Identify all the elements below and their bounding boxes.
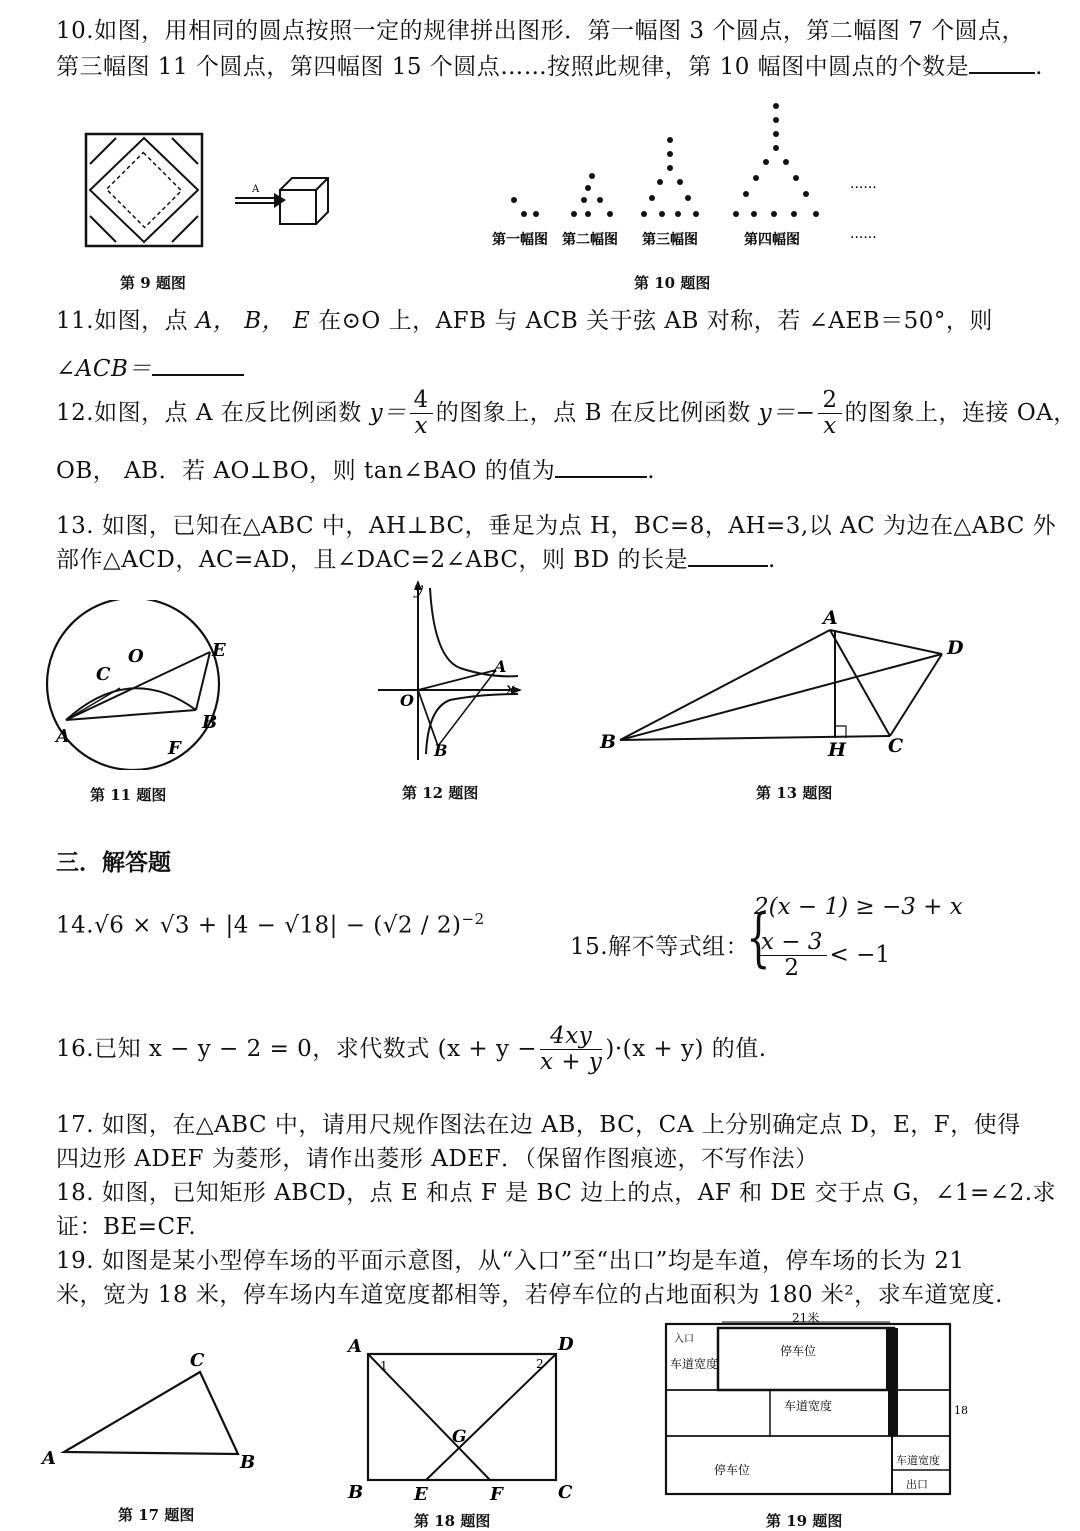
q12-label-O: O [400, 691, 414, 710]
q19-label-lane-1: 车道宽度 [670, 1357, 719, 1371]
q13-label-B: B [600, 731, 617, 753]
q14 [56, 910, 485, 939]
q13-label-C: C [888, 735, 904, 757]
q15-ineq2-num: x − 3 [757, 930, 827, 956]
q18-label-G: G [452, 1427, 467, 1447]
q9-net-edge [172, 216, 198, 242]
q16-part2: )·(x + y) 的值. [605, 1035, 767, 1062]
q16-fraction [540, 1024, 602, 1076]
q9-caption: 第 9 题图 [120, 274, 186, 292]
q13-line1: 13. 如图，已知在△ABC 中，AH⊥BC，垂足为点 H，BC=8，AH=3,以 AC 为边在△ABC 外 [56, 513, 1057, 539]
q9-net-edge [172, 138, 198, 164]
q12-segment-OA [418, 670, 496, 690]
q18-line2: 证：BE=CF. [56, 1214, 197, 1240]
q13-label-A: A [823, 607, 838, 629]
q19-parking-block-top [718, 1328, 894, 1390]
q19-label-space-2: 停车位 [714, 1463, 751, 1477]
q9-cube-front [280, 190, 316, 224]
q12-segment-AB [438, 670, 496, 746]
q11-segment-EB [196, 652, 210, 710]
q17-caption: 第 17 题图 [118, 1506, 195, 1524]
q18-label-1: 1 [380, 1359, 388, 1373]
q12-figure [370, 578, 530, 768]
q19-label-21m: 21米 [792, 1311, 820, 1325]
q11-caption: 第 11 题图 [90, 786, 167, 804]
q19-label-exit: 出口 [906, 1478, 928, 1491]
q16-part1: 16.已知 x − y − 2 = 0，求代数式 (x + y − [56, 1035, 538, 1062]
q11-answer-blank [152, 354, 244, 376]
q12-func2-num: 2 [818, 388, 841, 414]
q12-func2-lhs: y＝− [758, 399, 816, 426]
q12-caption: 第 12 题图 [402, 784, 479, 802]
q9-cube-edge [316, 178, 328, 190]
q18-label-B: B [348, 1482, 364, 1503]
q10-label-1: 第一幅图 [492, 232, 548, 248]
q18-label-C: C [558, 1482, 573, 1503]
q19-figure [660, 1310, 970, 1506]
q19-label-space-1: 停车位 [780, 1344, 817, 1358]
q10-pattern-3 [641, 137, 699, 217]
q13-figure [590, 602, 970, 762]
q18-label-A: A [348, 1336, 362, 1357]
q13-line2: 部作△ACD，AC=AD，且∠DAC=2∠ABC，则 BD 的长是 . [56, 547, 776, 573]
q9-net-edge [90, 216, 116, 242]
q19-line2: 米，宽为 18 米，停车场内车道宽度都相等，若停车位的占地面积为 180 米²，求车道宽度. [56, 1282, 1003, 1308]
q14-expr: √6 × √3 + |4 − √18| − (√2 / 2) [94, 912, 462, 939]
q12-func2-den: x [823, 413, 837, 440]
q12-label-B: B [434, 741, 448, 760]
q19-post [886, 1328, 898, 1390]
q14-exponent: −2 [461, 910, 485, 928]
q18-label-F: F [490, 1484, 503, 1505]
q19-label-lane-3: 车道宽度 [896, 1454, 940, 1467]
q15-ineq2 [754, 930, 890, 982]
q12-func1-lhs: y＝ [369, 399, 407, 426]
q10-ellipsis-top: ...... [850, 176, 877, 192]
q11-label-A: A [56, 726, 70, 747]
q13-segment-AD [830, 630, 942, 654]
q16-den: x + y [540, 1049, 603, 1076]
q17-triangle [64, 1372, 238, 1454]
q11-line2 [56, 350, 244, 383]
q11-label-B: B [202, 712, 218, 733]
q17-figure [38, 1346, 268, 1476]
section3-heading: 三．解答题 [56, 849, 171, 876]
q16-num: 4xy [540, 1024, 602, 1050]
q11-rest: 在⊙O 上，AFB 与 ACB 关于弦 AB 对称，若 ∠AEB＝50°，则 [318, 308, 993, 334]
q11-label-O: O [128, 646, 144, 667]
q13-caption: 第 13 题图 [756, 784, 833, 802]
q15-brace: { [746, 901, 771, 975]
q10-ellipsis-bottom: ...... [850, 226, 877, 242]
q11-line2-text: ∠ACB＝ [56, 356, 152, 382]
q10-line2-text: 第三幅图 11 个圆点，第四幅图 15 个圆点……按照此规律，第 10 幅图中圆点的个数是 [56, 54, 970, 80]
q12-func2-fraction [818, 388, 841, 440]
q18-rectangle [368, 1354, 556, 1480]
q19-label-lane-2: 车道宽度 [784, 1399, 833, 1413]
q12-part2: 的图象上，点 B 在反比例函数 [435, 399, 751, 426]
q14-label: 14. [56, 912, 95, 939]
q12-answer-blank [555, 456, 647, 478]
q18-label-E: E [414, 1484, 428, 1505]
q18-segment-DE [426, 1354, 556, 1480]
q17-line1: 17. 如图，在△ABC 中，请用尺规作图法在边 AB，BC，CA 上分别确定点 D，E，F，使得 [56, 1112, 1021, 1138]
q17-line2: 四边形 ADEF 为菱形，请作出菱形 ADEF．（保留作图痕迹，不写作法） [56, 1146, 819, 1172]
q13-segment-AC [830, 630, 890, 736]
q15-label: 15.解不等式组： [570, 934, 750, 960]
q10-label-4: 第四幅图 [744, 232, 800, 248]
q12-part3: 的图象上，连接 OA， [844, 399, 1077, 426]
q12-label-x: x [506, 679, 516, 698]
q13-label-D: D [947, 637, 964, 659]
q10-label-2: 第二幅图 [562, 232, 618, 248]
q15-ineq2-fraction [757, 930, 827, 982]
q17-label-A: A [42, 1448, 56, 1469]
q19-line1: 19. 如图是某小型停车场的平面示意图，从“入口”至“出口”均是车道，停车场的长为 21 [56, 1248, 965, 1274]
q13-segment-BA [620, 630, 830, 740]
q12-part1: 12.如图，点 A 在反比例函数 [56, 399, 362, 426]
q13-answer-blank [688, 545, 768, 567]
q18-caption: 第 18 题图 [414, 1512, 491, 1530]
q13-segment-BC [620, 736, 890, 740]
q12-func1-fraction [410, 388, 433, 440]
q19-label-entrance: 入口 [674, 1334, 694, 1345]
q13-label-H: H [828, 739, 846, 761]
q15-ineq1: 2(x − 1) ≥ −3 + x [754, 894, 963, 920]
q19-label-18: 18 [954, 1404, 968, 1417]
q12-line2: OB， AB．若 AO⊥BO，则 tan∠BAO 的值为 . [56, 458, 656, 484]
q10-line2: 第三幅图 11 个圆点，第四幅图 15 个圆点……按照此规律，第 10 幅图中圆点的个数是 . [56, 54, 1043, 80]
q10-pattern-2 [571, 173, 613, 217]
q11-circle [47, 600, 219, 770]
q11-figure [40, 600, 240, 770]
q15-ineq2-den: 2 [784, 955, 800, 982]
q13-segment-BD [620, 654, 942, 740]
q11-label-C: C [96, 664, 111, 685]
q11-segment-AC [66, 688, 120, 720]
q10-pattern-4 [733, 103, 819, 217]
q12-func1-den: x [414, 413, 428, 440]
q9-arrow-label: A [252, 184, 260, 195]
q12-func1-num: 4 [410, 388, 433, 414]
q19-post [888, 1390, 898, 1436]
q10-answer-blank [969, 52, 1035, 74]
q17-label-C: C [190, 1350, 205, 1371]
q10-label-3: 第三幅图 [642, 232, 698, 248]
q18-label-D: D [558, 1334, 574, 1355]
q18-figure [340, 1332, 590, 1510]
q19-caption: 第 19 题图 [766, 1512, 843, 1530]
q15-ineq2-rest: < −1 [829, 941, 890, 968]
q12-line2-text: OB， AB．若 AO⊥BO，则 tan∠BAO 的值为 [56, 458, 556, 484]
q10-caption: 第 10 题图 [634, 274, 711, 292]
q13-line2-text: 部作△ACD，AC=AD，且∠DAC=2∠ABC，则 BD 的长是 [56, 547, 688, 573]
q10-line1: 10.如图，用相同的圆点按照一定的规律拼出图形．第一幅图 3 个圆点，第二幅图 7 个圆点， [56, 18, 1026, 44]
q11-label-F: F [168, 738, 181, 759]
q17-label-B: B [240, 1452, 256, 1473]
q11-line1: 11.如图，点 A， B， E 在⊙O 上，AFB 与 ACB 关于弦 AB 对称，若 ∠AEB＝50°，则 [56, 308, 993, 334]
q12-label-A: A [494, 657, 507, 676]
q9-figure [80, 128, 340, 250]
q11-label-E: E [212, 640, 226, 661]
q16 [56, 1024, 767, 1076]
q9-net-edge [90, 138, 116, 164]
q10-pattern-1 [511, 197, 539, 217]
q12-line1 [56, 388, 1077, 440]
q12-label-y: y [414, 579, 424, 598]
q10-figure [490, 96, 890, 252]
q18-line1: 18. 如图，已知矩形 ABCD，点 E 和点 F 是 BC 边上的点，AF 和 DE 交于点 G，∠1=∠2.求 [56, 1180, 1057, 1206]
q11-prefix: 11.如图，点 [56, 308, 189, 334]
q18-label-2: 2 [536, 1357, 544, 1371]
